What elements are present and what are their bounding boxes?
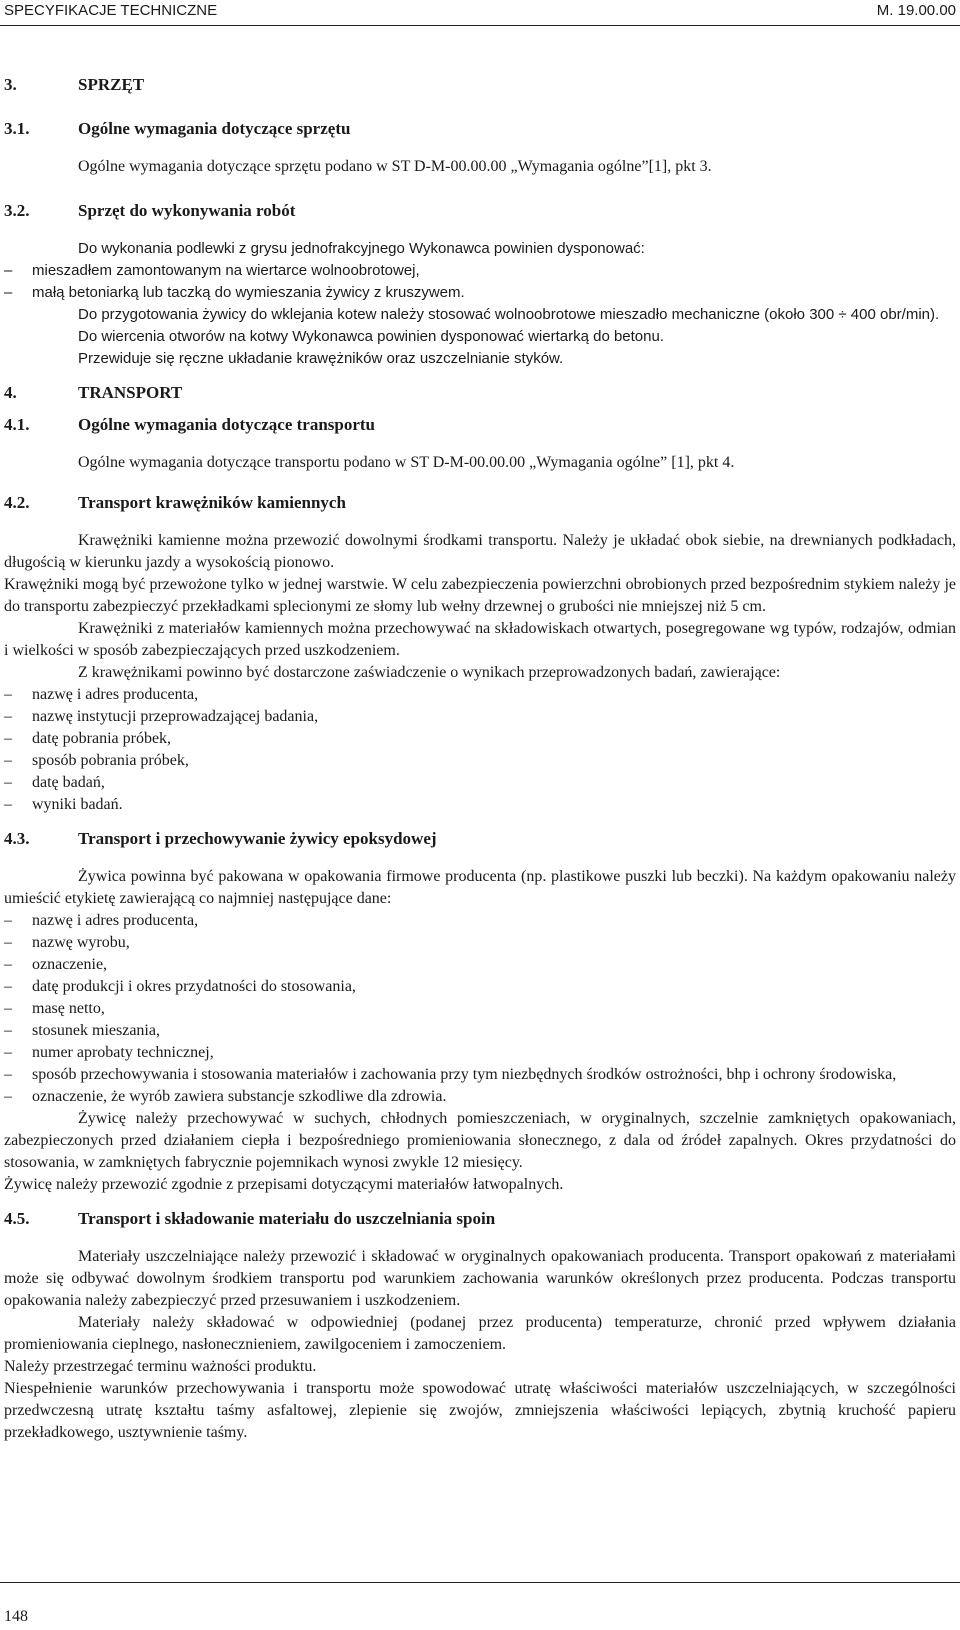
section-3-2-heading: 3.2. Sprzęt do wykonywania robót [4, 201, 296, 220]
section-4-1-heading: 4.1. Ogólne wymagania dotyczące transportu [4, 415, 376, 434]
list-item: – stosunek mieszania, [4, 1020, 956, 1042]
document-body [4, 74, 956, 1444]
section-4-1-text: Ogólne wymagania dotyczące transportu podano w ST D-M-00.00.00 „Wymagania ogólne” [1], pkt 4. [78, 454, 735, 471]
section-3-1-text: Ogólne wymagania dotyczące sprzętu podano w ST D-M-00.00.00 „Wymagania ogólne”[1], pkt 3. [78, 158, 712, 175]
footer-divider [0, 1582, 960, 1583]
section-3-1-heading: 3.1. Ogólne wymagania dotyczące sprzętu [4, 119, 351, 138]
section-3-2-intro: Do wykonania podlewki z grysu jednofrakcyjnego Wykonawca powinien dysponować: [78, 240, 645, 257]
label-data-list [4, 910, 956, 1108]
page-number: 148 [4, 1608, 28, 1625]
page-header [0, 0, 960, 26]
section-3-2-body [4, 238, 956, 370]
section-4-5-p2: Materiały należy składować w odpowiedniej (podanej przez producenta) temperaturze, chronić przed wpływem działania promieniowania cieplnego, nasłonecznieniem, zawilgoceniem i zamoczeniem. [4, 1314, 956, 1353]
section-4-3-body [4, 866, 956, 1196]
section-4-5-p1: Materiały uszczelniające należy przewozić i składować w oryginalnych opakowaniach producenta. Transport opakowań z materiałami może się odbywać dowolnym środkiem transportu pod warunkiem zachowania warunków określonych przez producenta. Podczas transportu opakowania należy zabezpieczyć przed przesuwaniem i uszkodzeniem. [4, 1248, 956, 1309]
list-item: – małą betoniarką lub taczką do wymieszania żywicy z kruszywem. [4, 282, 956, 304]
section-3-2-drill: Do wiercenia otworów na kotwy Wykonawca powinien dysponować wiertarką do betonu. [78, 328, 664, 345]
certificate-list [4, 684, 956, 816]
equipment-list [4, 260, 956, 304]
list-item: – numer aprobaty technicznej, [4, 1042, 956, 1064]
list-item: – mieszadłem zamontowanym na wiertarce wolnoobrotowej, [4, 260, 956, 282]
section-4-2-p1: Krawężniki kamienne można przewozić dowolnymi środkami transportu. Należy je układać obok siebie, na drewnianych podkładach, długością w kierunku jazdy a wysokością pionowo. [4, 532, 956, 571]
section-3-heading: 3. SPRZĘT [4, 75, 145, 94]
section-4-3-p3: Żywicę należy przewozić zgodnie z przepisami dotyczącymi materiałów łatwopalnych. [4, 1176, 564, 1193]
list-item: – oznaczenie, że wyrób zawiera substancje szkodliwe dla zdrowia. [4, 1086, 956, 1108]
list-item: – masę netto, [4, 998, 956, 1020]
list-item: – datę produkcji i okres przydatności do stosowania, [4, 976, 956, 998]
section-4-3-p2: Żywicę należy przechowywać w suchych, chłodnych pomieszczeniach, w oryginalnych, szczelnie zamkniętych opakowaniach, zabezpieczonych przed działaniem ciepła i bezpośredniego promieniowania słonecznego, z dala od źródeł zapalnych. Okres przydatności do stosowania, w zamkniętych fabrycznie pojemnikach wynosi zwykle 12 miesięcy. [4, 1110, 956, 1171]
section-4-2-p2: Krawężniki mogą być przewożone tylko w jednej warstwie. W celu zabezpieczenia powierzchni obrobionych przed bezpośrednim stykiem należy je do transportu zabezpieczyć przekładkami splecionymi ze słomy lub wełny drzewnej o grubości nie mniejszej niż 5 cm. [4, 576, 956, 615]
section-4-heading: 4. TRANSPORT [4, 383, 183, 402]
section-4-3-p1: Żywica powinna być pakowana w opakowania firmowe producenta (np. plastikowe puszki lub beczki). Na każdym opakowaniu należy umieścić etykietę zawierającą co najmniej następujące dane: [4, 868, 956, 907]
list-item: – wyniki badań. [4, 794, 956, 816]
header-code: M. 19.00.00 [876, 2, 956, 19]
list-item: – datę pobrania próbek, [4, 728, 956, 750]
section-4-5-body [4, 1246, 956, 1444]
list-item: – nazwę wyrobu, [4, 932, 956, 954]
list-item: – nazwę i adres producenta, [4, 684, 956, 706]
list-item: – sposób pobrania próbek, [4, 750, 956, 772]
list-item: – nazwę instytucji przeprowadzającej badania, [4, 706, 956, 728]
section-4-3-heading: 4.3. Transport i przechowywanie żywicy epoksydowej [4, 829, 437, 848]
section-3-2-manual: Przewiduje się ręczne układanie krawężników oraz uszczelnianie styków. [78, 350, 564, 367]
section-4-2-heading: 4.2. Transport krawężników kamiennych [4, 493, 346, 512]
list-item: – sposób przechowywania i stosowania materiałów i zachowania przy tym niezbędnych środków ostrożności, bhp i ochrony środowiska, [4, 1064, 956, 1086]
section-4-5-p4: Niespełnienie warunków przechowywania i transportu może spowodować utratę właściwości materiałów uszczelniających, w szczególności przedwczesną utratę kształtu taśmy asfaltowej, zlepienie się zwojów, zmniejszenia właściwości lepiących, zbytnią kruchość papieru przekładkowego, usztywnienie taśmy. [4, 1380, 956, 1441]
list-item: – datę badań, [4, 772, 956, 794]
section-4-2-body [4, 530, 956, 816]
section-4-5-heading: 4.5. Transport i składowanie materiału do uszczelniania spoin [4, 1209, 496, 1228]
list-item: – nazwę i adres producenta, [4, 910, 956, 932]
list-item: – oznaczenie, [4, 954, 956, 976]
section-3-2-mixer: Do przygotowania żywicy do wklejania kotew należy stosować wolnoobrotowe mieszadło mechaniczne (około 300 ÷ 400 obr/min). [78, 306, 940, 323]
section-4-2-p4: Z krawężnikami powinno być dostarczone zaświadczenie o wynikach przeprowadzonych badań, zawierające: [78, 664, 781, 681]
section-4-5-p3: Należy przestrzegać terminu ważności produktu. [4, 1358, 317, 1375]
header-title: SPECYFIKACJE TECHNICZNE [4, 2, 218, 19]
section-4-2-p3: Krawężniki z materiałów kamiennych można przechowywać na składowiskach otwartych, posegregowane wg typów, rodzajów, odmian i wielkości w sposób zabezpieczających przed uszkodzeniem. [4, 620, 956, 659]
